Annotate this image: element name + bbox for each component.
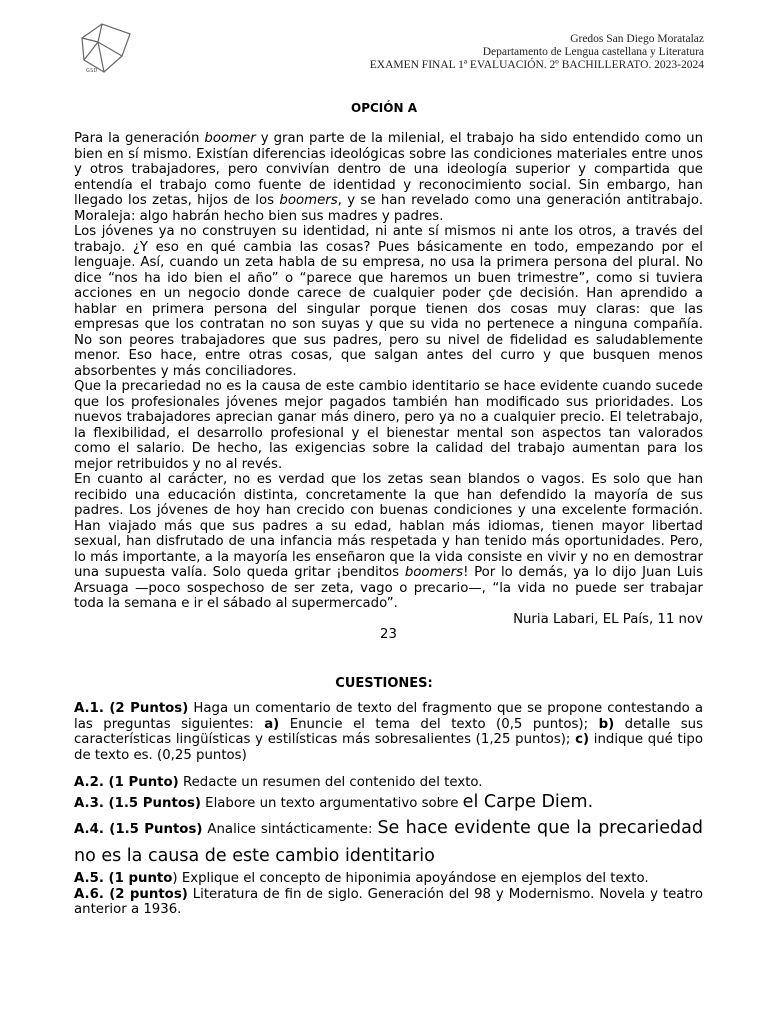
- question-a5: [74, 871, 703, 887]
- question-text: Haga un comentario de texto del fragmento que se propone contestando a las preguntas siguientes:: [74, 701, 703, 732]
- question-a4: [74, 815, 703, 871]
- question-text: Redacte un resumen del contenido del texto.: [178, 775, 483, 790]
- cube-logo-icon: [76, 20, 134, 78]
- paragraph-4: [74, 472, 703, 612]
- text-run: En cuanto al carácter, no es verdad que los zetas sean blandos o vagos. Es solo que han recibido una educación distinta, concretamente la que han defendido la mayoría de sus padres. Los jóvenes de hoy han crecido con buenas condiciones y una excelente formación. Han viajado más que sus padres a su edad, hablan más idiomas, tienen mayor libertad sexual, han disfrutado de una infancia más respetada y han tenido más oportunidades. Pero, lo más importante, a la mayoría les enseñaron que la vida consiste en vivir y no en demostrar una supuesta valía. Solo queda gritar ¡benditos: [74, 472, 703, 580]
- exam-text: [74, 131, 703, 643]
- question-text: indique qué tipo de texto es. (0,25 puntos): [74, 732, 703, 763]
- question-text: ) Explique el concepto de hiponimia apoyándose en ejemplos del texto.: [172, 871, 649, 886]
- question-label: A.6. (2 puntos): [74, 886, 188, 902]
- school-name: Gredos San Diego Moratalaz: [570, 33, 704, 45]
- question-a2: [74, 775, 703, 791]
- question-label: A.5. (1 punto: [74, 871, 173, 886]
- paragraph-3: Que la precariedad no es la causa de este cambio identitario se hace evidente cuando sucede que los profesionales jóvenes mejor pagados también han modificado sus prioridades. Los nuevos trabajadores aprecian ganar más dinero, pero ya no a cualquier precio. El teletrabajo, la flexibilidad, el desarrollo profesional y el bienestar mental son aspectos tan valorados como el salario. De hecho, las exigencias sobre la calidad del trabajo aumentan para los mejor retribuidos y no al revés.: [74, 379, 703, 472]
- signature-year: 23: [380, 627, 397, 642]
- analysis-sentence: Se hace evidente que la precariedad no es la causa de este cambio identitario: [74, 818, 703, 866]
- question-topic: el Carpe Diem: [462, 791, 588, 812]
- school-logo: [76, 20, 134, 78]
- subitem-label: c): [575, 732, 590, 747]
- text-run: Para la generación: [74, 131, 205, 146]
- paragraph-2: Los jóvenes ya no construyen su identidad, ni ante sí mismos ni ante los otros, a través del trabajo. ¿Y eso en qué cambia las cosas? Pues básicamente en todo, empezando por el lenguaje. Así, cuando un zeta habla de su empresa, no usa la primera persona del plural. No dice “nos ha ido bien el año” o “parece que haremos un buen trimestre”, como si tuviera acciones en un negocio donde carece de cualquier poder çde decisión. Han aprendido a hablar en primera persona del singular porque tienen dos cosas muy claras: que las empresas que los contratan no son suyas y que su vida no pertenece a ninguna compañía. No son peores trabajadores que sus padres, pero su nivel de fidelidad es saludablemente menor. Eso hace, entre otras cosas, que salgan antes del curro y que busquen menos absorbentes y más conciliadores.: [74, 224, 703, 379]
- paragraph-1: [74, 131, 703, 224]
- question-text: Literatura de fin de siglo. Generación del 98 y Modernismo. Novela y teatro anterior a 1936.: [74, 886, 703, 917]
- question-text: Elabore un texto argumentativo sobre: [200, 795, 463, 811]
- italic-run: boomer: [204, 131, 256, 146]
- question-label: A.3. (1.5 Puntos): [74, 795, 201, 811]
- question-a6: [74, 887, 703, 918]
- italic-run: boomers: [404, 565, 464, 580]
- subitem-label: a): [264, 716, 280, 732]
- department-name: Departamento de Lengua castellana y Literatura: [482, 46, 704, 58]
- question-label: A.4. (1.5 Puntos): [74, 822, 203, 837]
- text-run: , y se han revelado como una generación antitrabajo. Moraleja: algo habrán hecho bien sus madres y padres.: [74, 193, 703, 224]
- text-run: ! Por lo demás, ya lo dijo Juan Luis Arsuaga —poco sospechoso de ser zeta, vago o precario—, “la vida no puede ser trabajar toda la semana e ir el sábado al supermercado”.: [74, 565, 703, 611]
- question-label: A.2. (1 Punto): [74, 775, 179, 790]
- option-title: OPCIÓN A: [351, 101, 417, 115]
- question-a1: [74, 701, 703, 763]
- text-run: y gran parte de la milenial, el trabajo ha sido entendido como un bien en sí mismo. Existían diferencias ideológicas sobre las condiciones materiales entre unos y otros trabajadores, pero convivían dentro de una ideología superior y compartida que entendía el trabajo como fuente de identidad y reconocimiento social. Sin embargo, han llegado los zetas, hijos de los: [74, 131, 703, 208]
- questions-title: CUESTIONES:: [335, 676, 433, 691]
- italic-run: boomers: [279, 193, 338, 208]
- question-text: .: [587, 791, 594, 812]
- document-header: [370, 33, 704, 72]
- question-text: detalle sus características lingüísticas y estilísticas más sobresalientes (1,25 puntos);: [74, 716, 703, 747]
- spacer: [74, 763, 703, 775]
- exam-name: EXAMEN FINAL 1ª EVALUACIÓN. 2º BACHILLERATO. 2023-2024: [369, 59, 704, 71]
- question-a3: [74, 791, 703, 812]
- questions-list: [74, 701, 703, 918]
- question-text: Enuncie el tema del texto (0,5 puntos);: [279, 716, 599, 732]
- subitem-label: b): [598, 716, 615, 732]
- question-text: Analice sintácticamente:: [202, 822, 378, 837]
- question-label: A.1. (2 Puntos): [74, 701, 189, 716]
- logo-text: GSD: [86, 68, 98, 74]
- text-signature: Nuria Labari, EL País, 11 nov: [513, 611, 703, 627]
